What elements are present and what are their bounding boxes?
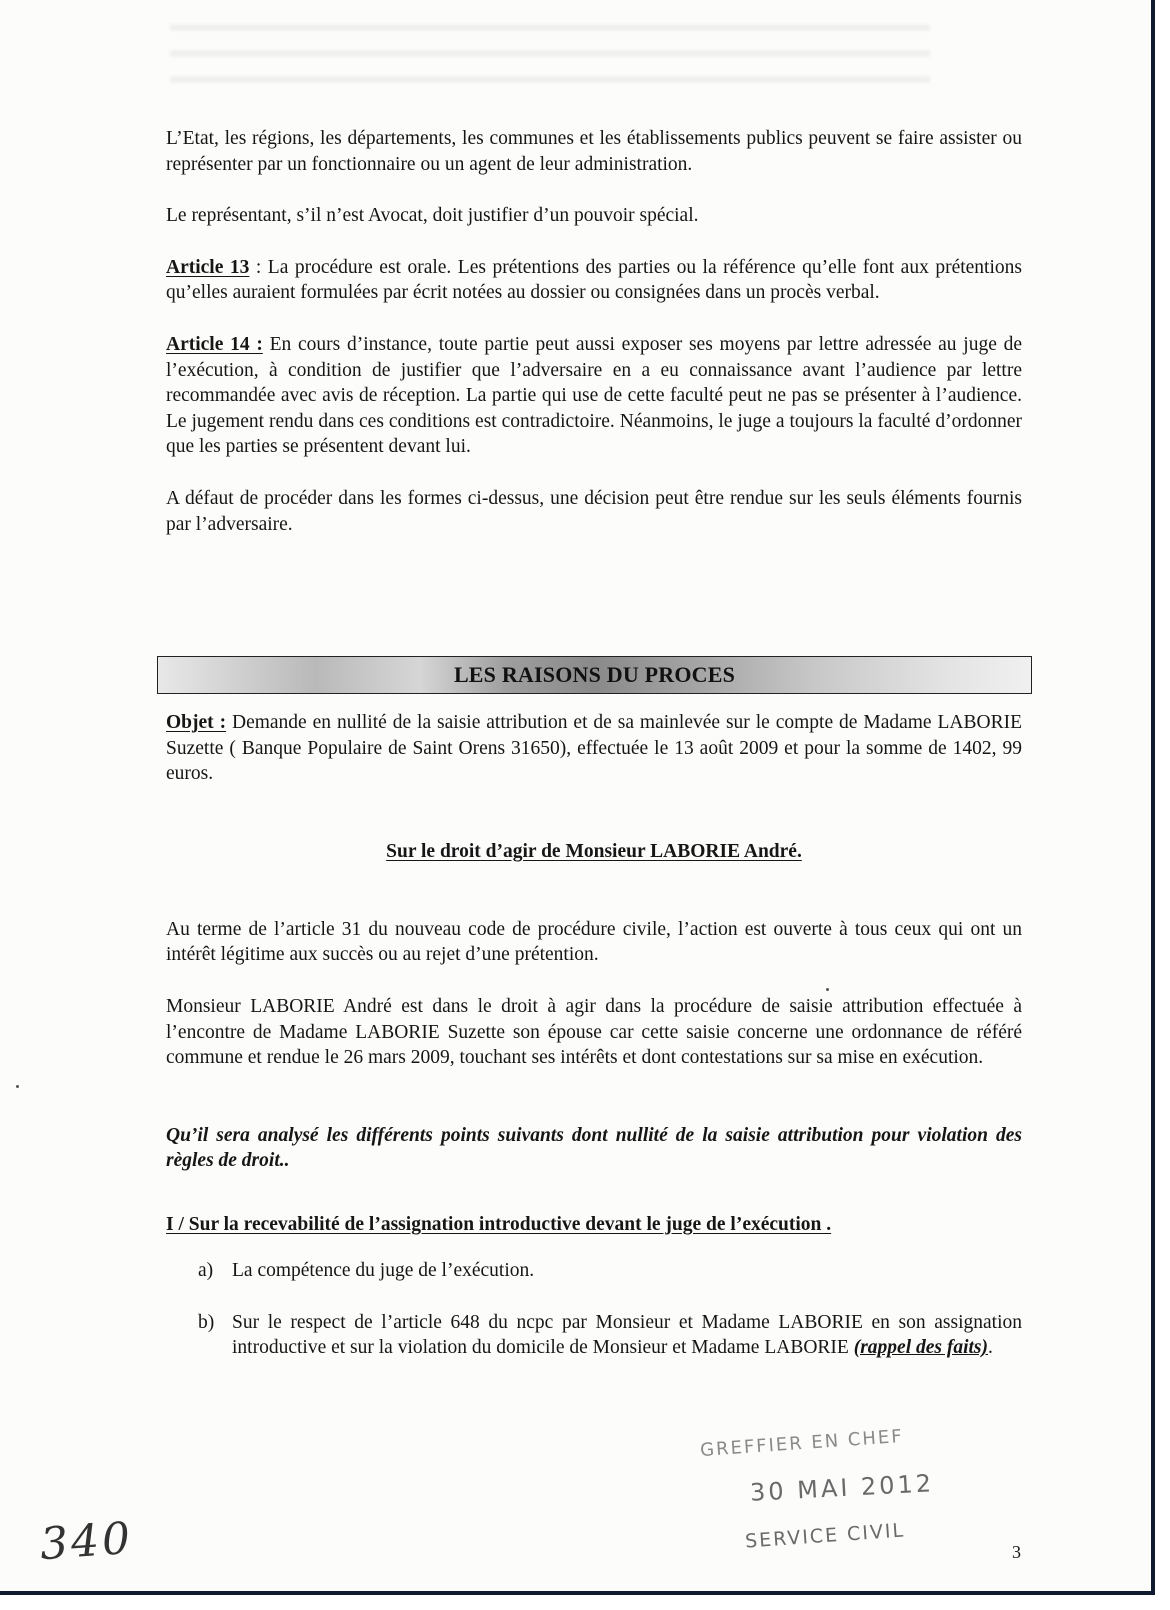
objet-text: Demande en nullité de la saisie attribution et de sa mainlevée sur le compte de Madame LABORIE Suzette ( Banque Populaire de Saint Orens 31650), effectuée le 13 août 2009 et pour la somme de 1402, 99 euros. [166, 712, 1022, 785]
droit-heading: Sur le droit d’agir de Monsieur LABORIE André. [386, 840, 802, 862]
list-text-wrap [232, 1310, 1022, 1361]
list-marker: a) [198, 1259, 214, 1281]
paragraph-article-14 [166, 332, 1022, 460]
section-banner [157, 656, 1032, 694]
paragraph-defaut: A défaut de procéder dans les formes ci-dessus, une décision peut être rendue sur les seuls éléments fournis par l’adversaire. [166, 487, 1022, 535]
handwritten-number: 340 [38, 1512, 135, 1571]
list-end: . [988, 1337, 993, 1359]
paragraph-representation: L’Etat, les régions, les départements, les communes et les établissements publics peuvent se faire assister ou représenter par un fonctionnaire ou un agent de leur administration. [166, 128, 1022, 175]
scan-speck [16, 1085, 19, 1088]
banner-title: LES RAISONS DU PROCES [453, 662, 736, 687]
stamp-service: SERVICE CIVIL [744, 1519, 906, 1553]
paragraph-objet [166, 710, 1022, 787]
article-13-text: : La procédure est orale. Les prétentions des parties ou la référence qu’elle font aux prétentions qu’elles auraient formulées par écrit notées au dossier ou consignées dans un procès verbal. [166, 256, 1022, 304]
list-item [198, 1258, 1022, 1284]
document-body [166, 126, 1022, 537]
objet-label: Objet : [166, 712, 227, 733]
rappel-des-faits: (rappel des faits) [853, 1337, 989, 1359]
paragraph-article-31: Au terme de l’article 31 du nouveau code de procédure civile, l’action est ouverte à tous ceux qui ont un intérêt légitime aux succès ou au rejet d’une prétention. [166, 918, 1022, 966]
article-13-label: Article 13 [166, 256, 250, 278]
document-body-2 [166, 710, 1022, 1361]
article-14-text: En cours d’instance, toute partie peut aussi exposer ses moyens par lettre adressée au juge de l’exécution, à condition de justifier que l’adversaire en a eu connaissance avant l’audience par lettre recommandée avec avis de réception. La partie qui use de cette faculté peut ne pas se présenter à l’audience. Le jugement rendu dans ces conditions est contradictoire. Néanmoins, le juge a toujours la faculté d’ordonner que les parties se présentent devant lui. [166, 333, 1022, 458]
section1-heading: I / Sur la recevabilité de l’assignation introductive devant le juge de l’exécution . [166, 1213, 832, 1235]
scan-speck [826, 988, 829, 991]
paragraph-analyse: Qu’il sera analysé les différents points suivants dont nullité de la saisie attribution pour violation des règles de droit.. [166, 1124, 1022, 1172]
list-item [198, 1310, 1022, 1361]
list-text: La compétence du juge de l’exécution. [232, 1259, 535, 1281]
paragraph-article-13 [166, 255, 1022, 306]
bleed-through-text [170, 8, 930, 88]
stamp-date: 30 MAI 2012 [749, 1469, 935, 1507]
stamp-greffier: GREFFIER EN CHEF [699, 1425, 905, 1462]
page-number: 3 [1012, 1542, 1021, 1562]
article-14-label: Article 14 : [166, 333, 263, 355]
list-text: Sur le respect de l’article 648 du ncpc par Monsieur et Madame LABORIE en son assignation introductive et sur la violation du domicile de Monsieur et Madame LABORIE [232, 1311, 1022, 1359]
paragraph-representant: Le représentant, s’il n’est Avocat, doit justifier d’un pouvoir spécial. [166, 205, 699, 227]
paragraph-droit-agir: Monsieur LABORIE André est dans le droit à agir dans la procédure de saisie attribution effectuée à l’encontre de Madame LABORIE Suzette son épouse car cette saisie concerne une ordonnance de référé commune et rendue le 26 mars 2009, touchant ses intérêts et dont contestations sur sa mise en exécution. [166, 995, 1022, 1069]
list-marker: b) [198, 1311, 215, 1333]
